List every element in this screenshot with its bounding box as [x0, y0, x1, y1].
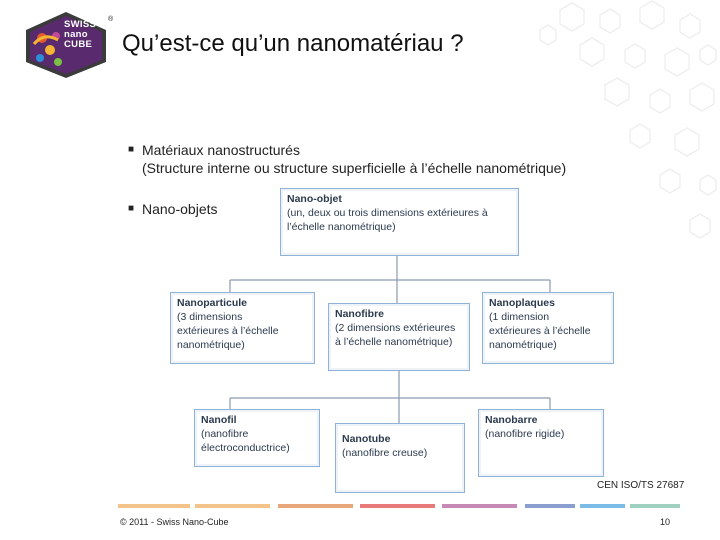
box-desc-line: (2 dimensions extérieures	[335, 322, 456, 334]
color-strip-6	[525, 504, 575, 508]
color-strip-7	[580, 504, 625, 508]
box-title: Nanofibre	[335, 308, 385, 320]
box-nanotube	[335, 423, 465, 493]
box-desc-line: à l’échelle nanométrique)	[335, 336, 453, 348]
box-desc-line: extérieures à l’échelle	[489, 325, 591, 337]
box-title: Nanoplaques	[489, 297, 555, 309]
box-nanobarre	[478, 409, 604, 477]
page-number: 10	[660, 517, 671, 527]
box-title: Nanobarre	[485, 414, 538, 426]
color-strip-5	[442, 504, 517, 508]
bullet-square-icon: ■	[128, 144, 135, 155]
color-strip-4	[360, 504, 435, 508]
bullet-square-icon: ■	[128, 203, 135, 214]
bullet-1-text: Matériaux nanostructurés	[142, 142, 300, 158]
logo-line-swiss: SWISS	[64, 19, 97, 30]
color-strip-8	[630, 504, 680, 508]
footer-copyright: © 2011 - Swiss Nano-Cube	[120, 517, 229, 527]
box-desc-line: nanométrique)	[489, 339, 557, 351]
box-nanofibre	[328, 303, 470, 371]
box-nanoplaques	[482, 292, 614, 364]
box-title: Nano-objet	[287, 193, 342, 205]
standard-reference: CEN ISO/TS 27687	[597, 480, 685, 491]
bullet-list	[128, 141, 566, 177]
box-desc-line: extérieures à l’échelle	[177, 325, 279, 337]
bullet-1-subtext: (Structure interne ou structure superficielle à l’échelle nanométrique)	[142, 160, 567, 176]
color-strip-1	[118, 504, 190, 508]
box-desc-line: (nanofibre	[201, 428, 249, 440]
color-strip-2	[195, 504, 270, 508]
slide-title: Qu’est-ce qu’un nanomatériau ?	[122, 30, 464, 57]
box-desc-line: (un, deux ou trois dimensions extérieures à	[287, 207, 488, 219]
box-desc-line: nanométrique)	[177, 339, 245, 351]
box-nanoparticule	[170, 292, 315, 364]
box-title: Nanotube	[342, 433, 391, 445]
box-title: Nanoparticule	[177, 297, 248, 309]
box-nanofil	[194, 409, 320, 467]
box-desc-line: (nanofibre creuse)	[342, 447, 428, 459]
box-desc-line: électroconductrice)	[201, 442, 290, 454]
logo-text	[64, 20, 112, 50]
registered-mark: ®	[108, 16, 114, 23]
box-desc-line: (nanofibre rigide)	[485, 428, 565, 440]
box-title: Nanofil	[201, 414, 237, 426]
nano-object-hierarchy-diagram	[160, 180, 620, 500]
box-desc-line: (1 dimension	[489, 311, 550, 323]
bullet-2-text: Nano-objets	[142, 201, 218, 217]
box-desc-line: (3 dimensions	[177, 311, 243, 323]
logo-line-nano: nano	[64, 29, 88, 40]
box-desc-line: l’échelle nanométrique)	[287, 221, 396, 233]
color-strip-3	[278, 504, 353, 508]
logo-line-cube: CUBE	[64, 39, 93, 50]
box-nano-objet	[280, 188, 519, 256]
